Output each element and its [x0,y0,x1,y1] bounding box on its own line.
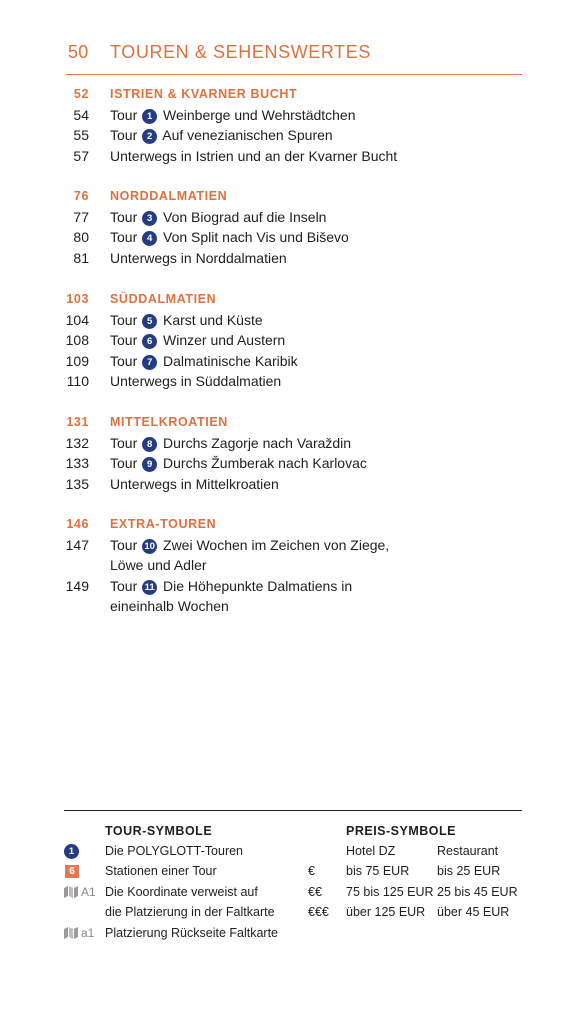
station-badge-icon: 6 [65,865,79,878]
tour-prefix: Tour [110,208,138,225]
tour-badge-text: Die POLYGLOTT-Touren [105,844,244,858]
folded-map-icon [64,886,78,898]
section-title: EXTRA-TOUREN [110,517,217,531]
tour-number-badge: 1 [142,109,157,124]
row-page: 147 [65,536,89,553]
toc-row-continuation [0,596,580,617]
section-heading [0,84,580,105]
tour-number-badge: 9 [142,457,157,472]
row-text: Unterwegs in Mittelkroatien [110,475,279,492]
price-restaurant: 25 bis 45 EUR [437,885,518,899]
tour-number-badge: 10 [142,539,157,554]
tour-prefix: Tour [110,106,138,123]
section-sueddalmatien [0,289,580,392]
row-text: Weinberge und Wehrstädtchen [163,106,356,123]
toc-row[interactable] [0,330,580,351]
header-page-number: 50 [68,42,89,62]
tour-number-badge: 8 [142,437,157,452]
tour-prefix: Tour [110,536,138,553]
tour-prefix: Tour [110,352,138,369]
folded-map-icon [64,927,78,939]
toc-row[interactable] [0,248,580,269]
row-text: Winzer und Austern [163,332,286,348]
row-text: Unterwegs in Norddalmatien [110,249,287,266]
row-page: 108 [65,332,89,348]
section-page: 103 [66,292,89,306]
legend-divider [64,810,522,811]
tour-prefix: Tour [110,127,138,143]
tour-number-badge: 11 [142,580,157,595]
price-restaurant: bis 25 EUR [437,864,501,878]
tour-number-badge: 4 [142,231,157,246]
section-title: NORDDALMATIEN [110,189,228,203]
row-text: Unterwegs in Süddalmatien [110,373,282,389]
row-text: Dalmatinische Karibik [163,352,298,369]
tour-number-badge: 7 [142,355,157,370]
tour-prefix: Tour [110,229,138,245]
row-text: Von Biograd auf die Inseln [163,208,327,225]
row-page: 110 [66,373,89,389]
toc-row[interactable] [0,433,580,454]
row-page: 133 [65,455,89,471]
row-text: Unterwegs in Istrien und an der Kvarner Bucht [110,147,398,164]
tour-prefix: Tour [110,311,138,328]
row-page: 77 [73,208,89,225]
toc-row[interactable] [0,535,580,556]
toc-row[interactable] [0,227,580,248]
price-hotel: bis 75 EUR [346,864,410,878]
section-title: MITTELKROATIEN [110,415,228,429]
row-page: 109 [65,352,89,369]
row-text: Von Split nach Vis und Biševo [163,229,349,245]
hotel-column-label: Hotel DZ [346,844,396,858]
toc-row[interactable] [0,207,580,228]
toc-row[interactable] [0,310,580,331]
row-text: Durchs Žumberak nach Karlovac [163,455,367,471]
row-page: 55 [73,127,89,143]
toc-row[interactable] [0,453,580,474]
price-symbol: €€ [308,885,322,899]
station-text: Stationen einer Tour [105,864,217,878]
section-title: SÜDDALMATIEN [110,292,217,306]
row-text: Durchs Zagorje nach Varaždin [163,434,352,451]
price-symbols-heading: PREIS-SYMBOLE [346,824,456,838]
section-mittelkroatien [0,412,580,494]
tour-number-badge: 6 [142,334,157,349]
toc-row[interactable] [0,146,580,167]
row-page: 80 [73,229,89,245]
coord-code: A1 [81,885,96,899]
row-page: 81 [73,249,89,266]
row-page: 135 [65,475,89,492]
price-symbol: € [308,864,315,878]
tour-number-badge: 3 [142,211,157,226]
tour-badge-icon: 1 [64,844,79,859]
tour-prefix: Tour [110,434,138,451]
toc-row[interactable] [0,125,580,146]
tour-prefix: Tour [110,455,138,471]
toc-row[interactable] [0,474,580,495]
section-heading [0,412,580,433]
row-page: 57 [73,147,89,164]
back-code: a1 [81,926,95,940]
back-text: Platzierung Rückseite Faltkarte [105,926,278,940]
section-heading [0,514,580,535]
restaurant-column-label: Restaurant [437,844,499,858]
row-text: Die Höhepunkte Dalmatiens in [163,577,353,594]
header-title: TOUREN & SEHENSWERTES [110,42,371,62]
toc-row[interactable] [0,105,580,126]
section-extra-touren [0,514,580,617]
tour-prefix: Tour [110,577,138,594]
section-title: ISTRIEN & KVARNER BUCHT [110,87,298,101]
section-page: 131 [66,415,89,429]
row-text-continued: eineinhalb Wochen [110,598,229,614]
toc-row[interactable] [0,576,580,597]
section-page: 52 [73,87,89,101]
tour-number-badge: 2 [142,129,157,144]
section-page: 146 [66,517,89,531]
row-page: 132 [65,434,89,451]
toc-row-continuation [0,555,580,576]
row-page: 104 [65,311,89,328]
row-text-continued: Löwe und Adler [110,557,207,573]
row-page: 54 [73,106,89,123]
price-hotel: 75 bis 125 EUR [346,885,434,899]
toc-row[interactable] [0,351,580,372]
price-restaurant: über 45 EUR [437,905,510,919]
section-istrien [0,84,580,166]
section-heading [0,289,580,310]
toc-header [66,38,522,75]
row-text: Zwei Wochen im Zeichen von Ziege, [163,536,390,553]
section-heading [0,186,580,207]
section-norddalmatien [0,186,580,268]
section-page: 76 [73,189,89,203]
price-hotel: über 125 EUR [346,905,426,919]
price-symbol: €€€ [308,905,329,919]
tour-number-badge: 5 [142,314,157,329]
toc-row[interactable] [0,371,580,392]
row-text: Auf venezianischen Spuren [162,127,333,143]
tour-prefix: Tour [110,332,138,348]
tour-symbols-heading: TOUR-SYMBOLE [105,824,213,838]
row-page: 149 [65,577,89,594]
coord-text-2: die Platzierung in der Faltkarte [105,905,275,919]
row-text: Karst und Küste [163,311,263,328]
coord-text-1: Die Koordinate verweist auf [105,885,258,899]
